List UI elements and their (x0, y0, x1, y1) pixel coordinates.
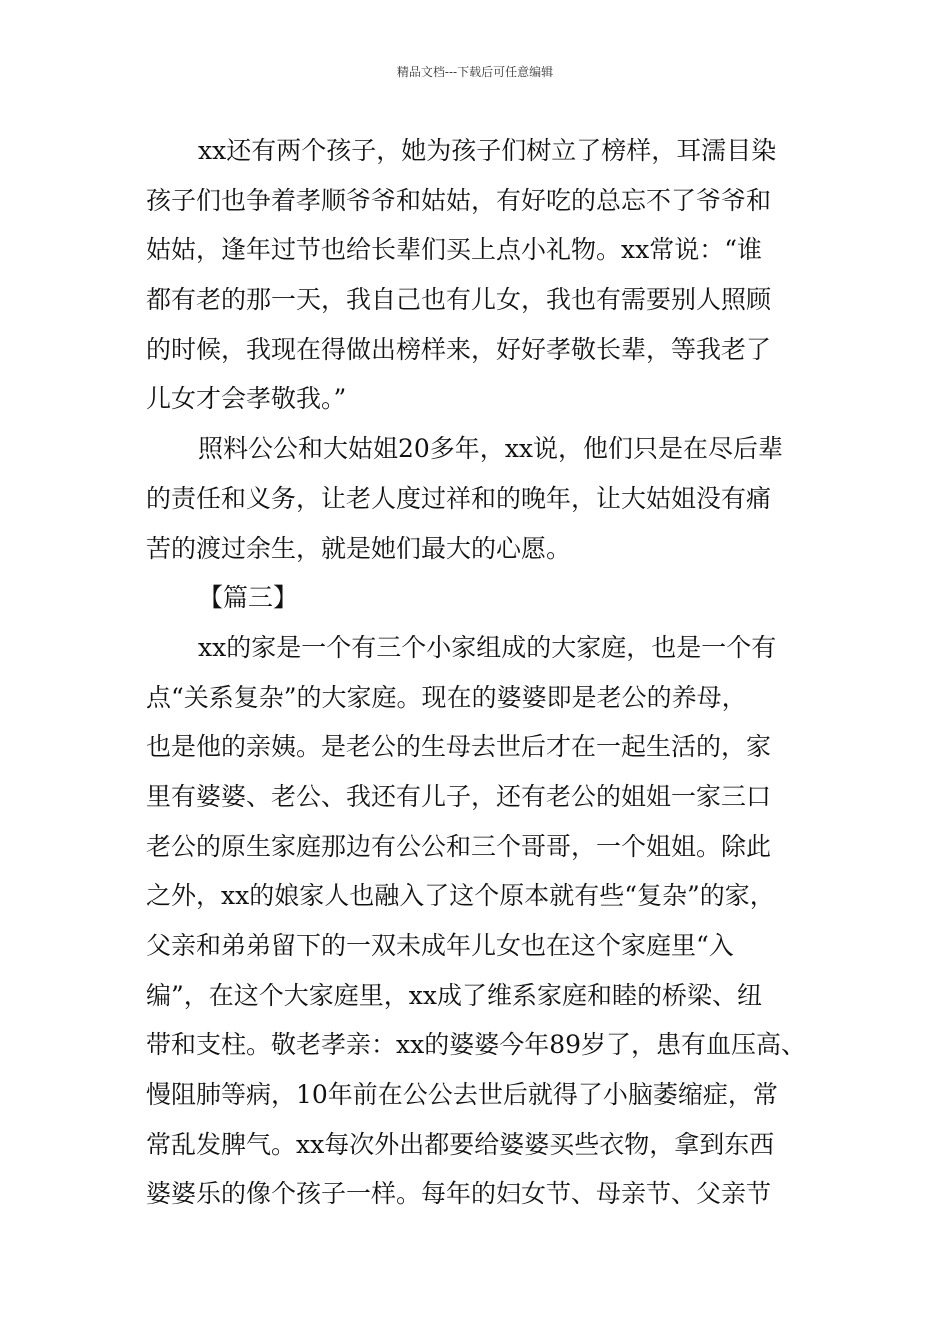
paragraph-line: 父亲和弟弟留下的一双未成年儿女也在这个家庭里“入 (146, 931, 734, 960)
paragraph-line: 慢阻肺等病，10年前在公公去世后就得了小脑萎缩症，常 (146, 1080, 778, 1110)
paragraph-line: xx还有两个孩子，她为孩子们树立了榜样，耳濡目染 (198, 136, 777, 165)
paragraph-line: 编”，在这个大家庭里，xx成了维系家庭和睦的桥梁、纽 (146, 980, 762, 1010)
page-header: 精品文档---下载后可任意编辑 (396, 65, 554, 79)
paragraph-line: 苦的渡过余生，就是她们最大的心愿。 (146, 533, 572, 563)
paragraph-line: 姑姑，逢年过节也给长辈们买上点小礼物。xx常说：“谁 (146, 235, 762, 265)
paragraph-line: 照料公公和大姑姐20多年，xx说，他们只是在尽后辈 (198, 434, 784, 464)
section-heading: 【篇三】 (198, 583, 299, 613)
paragraph-line: 点“关系复杂”的大家庭。现在的婆婆即是老公的养母， (146, 682, 747, 712)
paragraph-line: 老公的原生家庭那边有公公和三个哥哥，一个姐姐。除此 (146, 831, 772, 861)
paragraph-line: 之外，xx的娘家人也融入了这个原本就有些“复杂”的家， (146, 881, 775, 911)
paragraph-line: 带和支柱。敬老孝亲：xx的婆婆今年89岁了，患有血压高、 (146, 1030, 807, 1060)
paragraph-line: xx的家是一个有三个小家组成的大家庭，也是一个有 (198, 632, 777, 662)
paragraph-line: 常乱发脾气。xx每次外出都要给婆婆买些衣物，拿到东西 (146, 1129, 775, 1159)
paragraph-line: 婆婆乐的像个孩子一样。每年的妇女节、母亲节、父亲节 (146, 1179, 772, 1209)
paragraph-line: 也是他的亲姨。是老公的生母去世后才在一起生活的，家 (146, 732, 772, 762)
paragraph-line: 的责任和义务，让老人度过祥和的晚年，让大姑姐没有痛 (146, 483, 772, 513)
paragraph-line: 都有老的那一天，我自己也有儿女，我也有需要别人照顾 (146, 285, 772, 315)
paragraph-line: 的时候，我现在得做出榜样来，好好孝敬长辈，等我老了 (146, 334, 772, 364)
paragraph-line: 里有婆婆、老公、我还有儿子，还有老公的姐姐一家三口 (146, 781, 772, 811)
document-body (146, 126, 846, 1219)
paragraph-line: 孩子们也争着孝顺爷爷和姑姑，有好吃的总忘不了爷爷和 (146, 185, 772, 215)
paragraph-line: 儿女才会孝敬我。” (146, 384, 347, 414)
